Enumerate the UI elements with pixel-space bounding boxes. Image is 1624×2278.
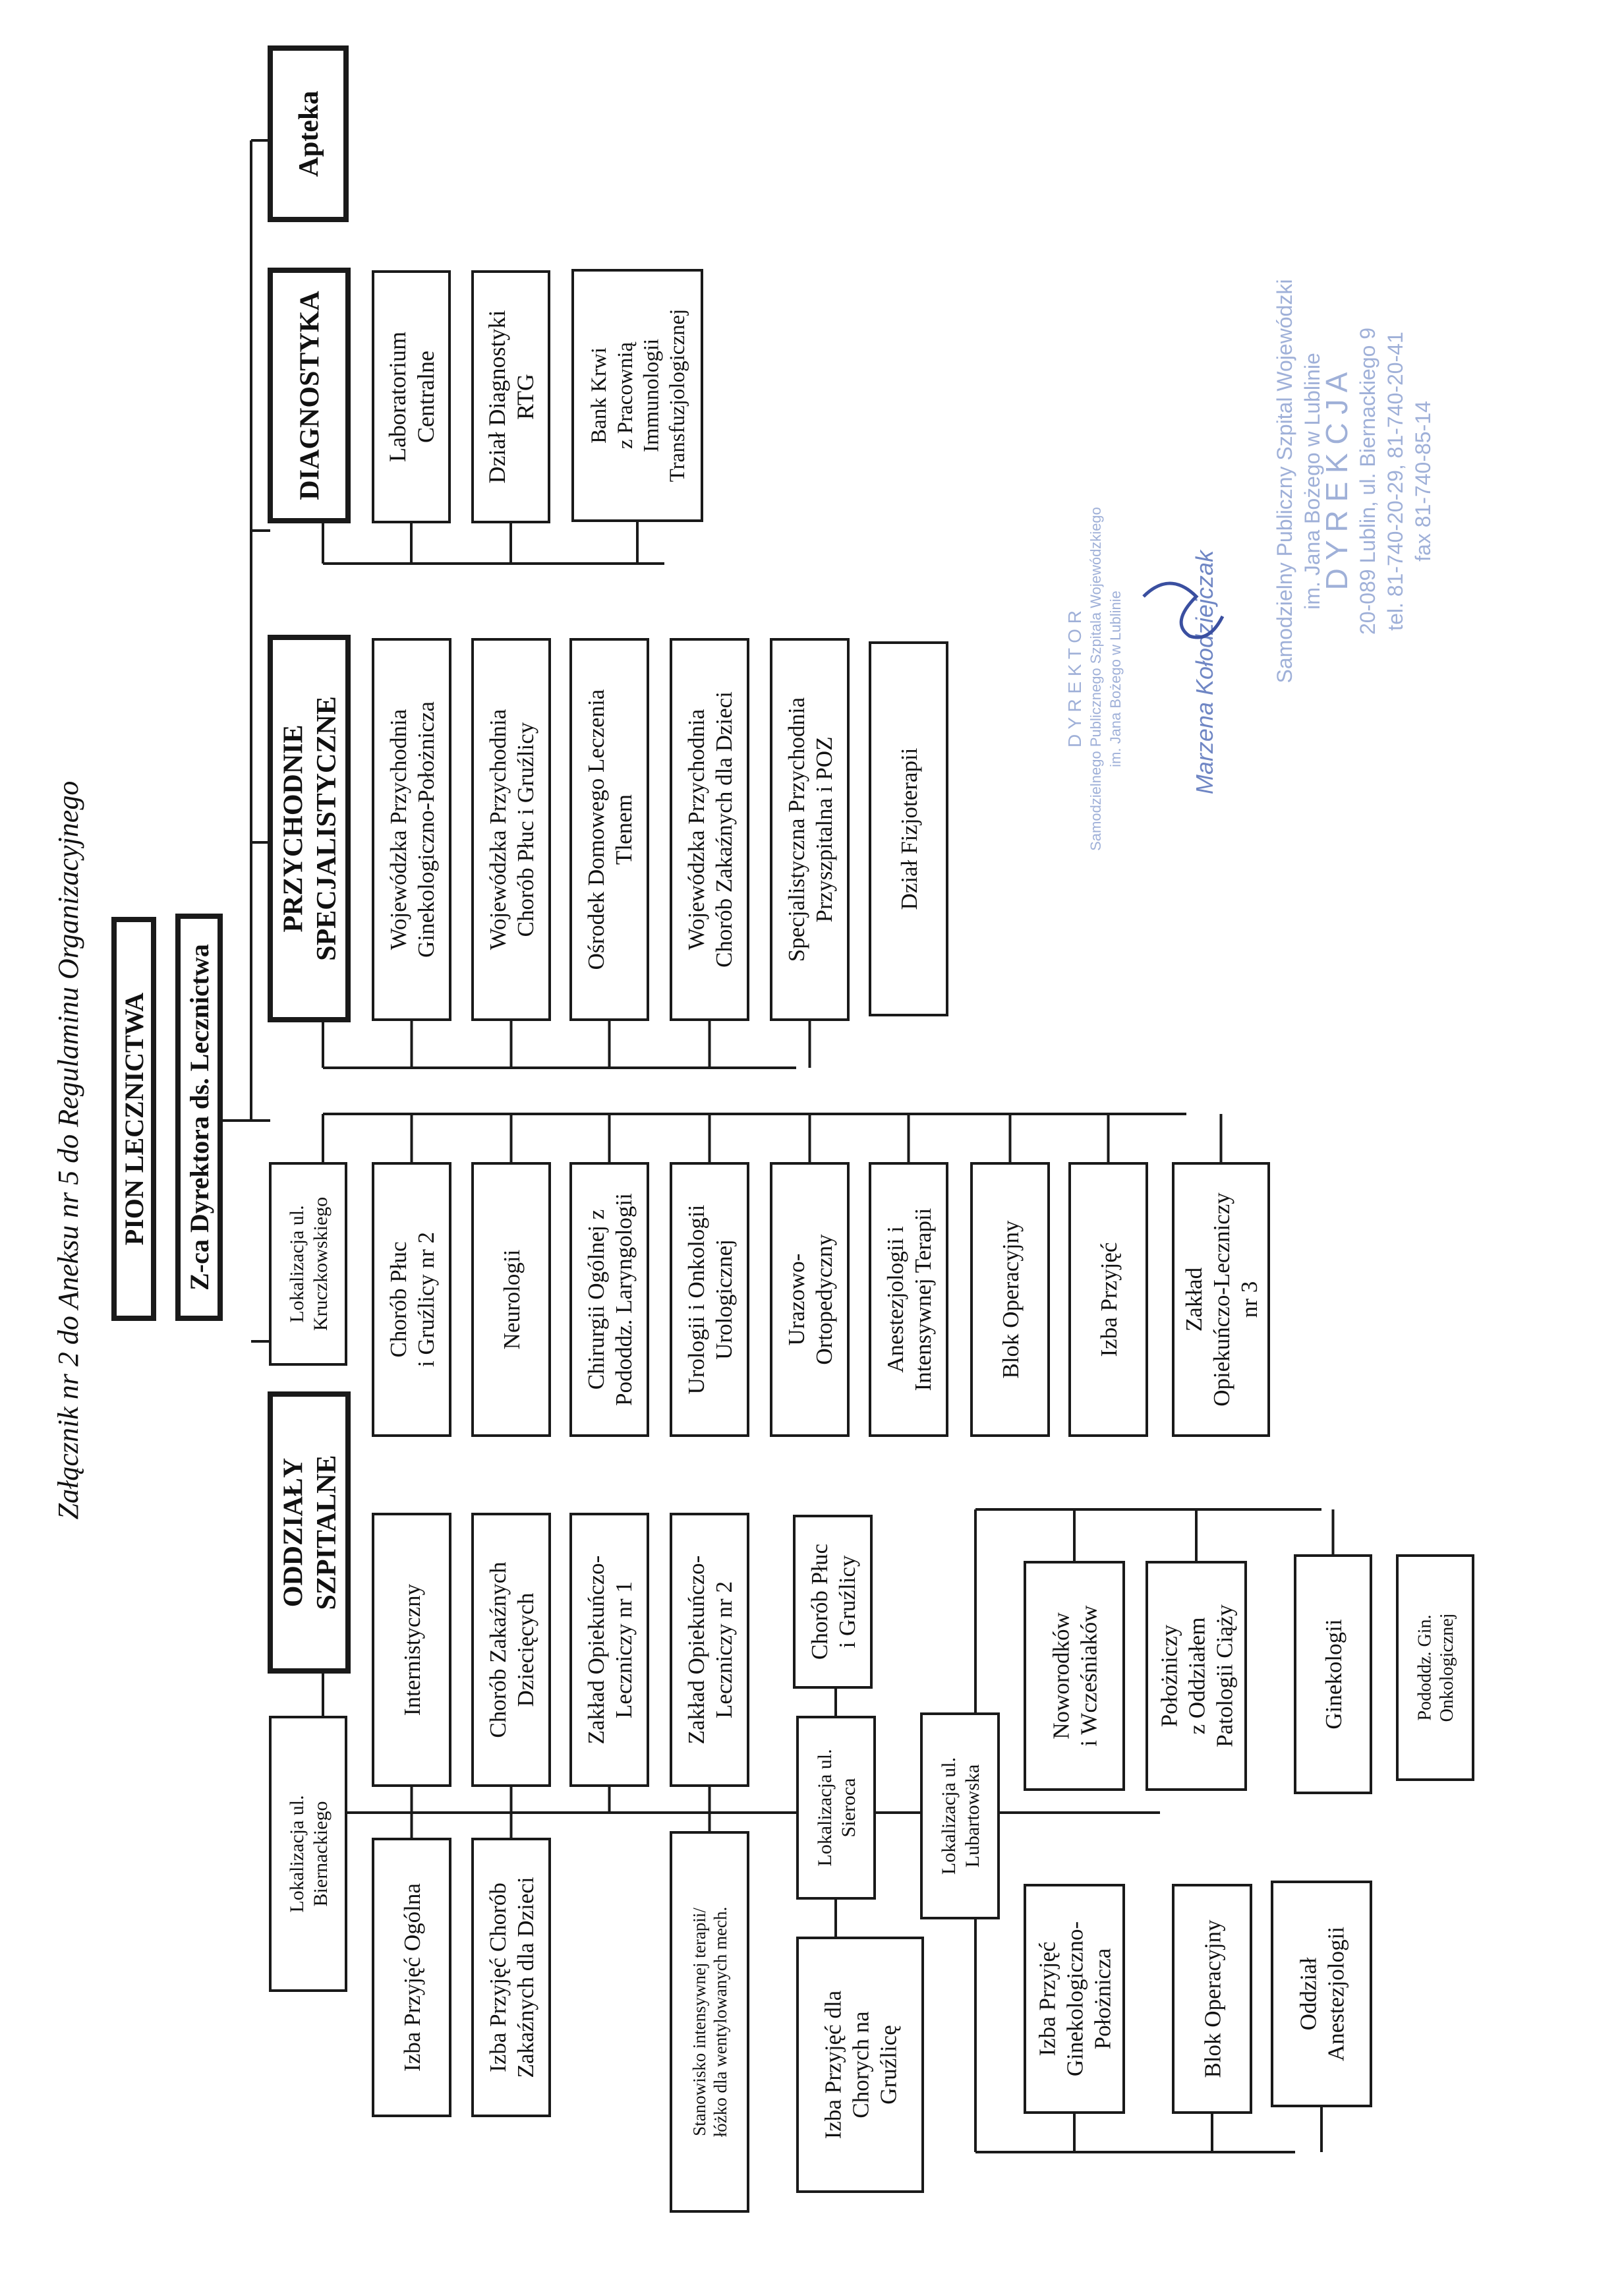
location-kruczkowskiego-label: Kruczkowskiego	[310, 1196, 332, 1331]
ward-sieroca-label: Chorób Płuc	[806, 1544, 832, 1660]
diagnostyka-item	[473, 272, 549, 522]
location-kruczkowskiego	[270, 1163, 346, 1364]
przychodnie-box	[270, 637, 348, 1020]
admission-lubartowska-label: Blok Operacyjny	[1200, 1919, 1226, 2078]
przychodnie-item-label: Dział Fizjoterapii	[896, 747, 922, 910]
admission-lubartowska-label: Anestezjologii	[1323, 1926, 1349, 2062]
admission-biernackiego-label: Stanowisko intensywnej terapii/	[689, 1908, 709, 2136]
chart-boxes	[52, 48, 1473, 2211]
ward-kruczkowskiego-label: Opiekuńczo-Leczniczy	[1208, 1192, 1234, 1407]
location-lubartowska	[921, 1714, 999, 1918]
diagnostyka-box	[270, 270, 348, 521]
przychodnie-item-label: Wojewódzka Przychodnia	[484, 709, 511, 950]
ward-kruczkowskiego-label: Zakład	[1180, 1267, 1207, 1332]
przychodnie-box-label: SPECJALISTYCZNE	[311, 696, 342, 961]
admission-biernackiego	[671, 1832, 748, 2211]
oddzialy-box-label: ODDZIAŁY	[278, 1457, 309, 1608]
subunit-lubartowska-label: Onkologicznej	[1437, 1613, 1458, 1722]
oddzialy-box-label: SZPITALNE	[311, 1455, 342, 1610]
przychodnie-item-label: Specjalistyczna Przychodnia	[783, 697, 809, 962]
ward-kruczkowskiego	[373, 1163, 450, 1436]
admission-lubartowska-label: Izba Przyjęć	[1034, 1941, 1060, 2057]
diagnostyka-item	[373, 272, 450, 522]
admission-lubartowska-label: Ginekologiczno-	[1062, 1921, 1088, 2077]
diagnostyka-box-label: DIAGNOSTYKA	[295, 291, 326, 500]
ward-kruczkowskiego	[870, 1163, 947, 1436]
location-biernackiego-label: Biernackiego	[310, 1801, 332, 1907]
admission-lubartowska	[1173, 1885, 1251, 2113]
admission-sieroca-label: Chorych na	[848, 2011, 874, 2118]
admission-sieroca	[798, 1938, 923, 2192]
stamp-address: fax 81-740-85-14	[1411, 401, 1435, 562]
stamp-name: Marzena Kołodziejczak	[1191, 550, 1218, 795]
ward-kruczkowskiego-label: Urologii i Onkologii	[683, 1204, 709, 1395]
admission-lubartowska	[1025, 1885, 1124, 2113]
ward-lubartowska-frame	[1025, 1562, 1124, 1790]
ward-biernackiego	[671, 1514, 748, 1786]
przychodnie-item	[771, 639, 848, 1020]
ward-biernackiego	[571, 1514, 648, 1786]
location-sieroca-label: Lokalizacja ul.	[814, 1749, 836, 1867]
ward-lubartowska-label: Noworodków	[1048, 1612, 1074, 1739]
ward-lubartowska-label: z Oddziałem	[1184, 1617, 1210, 1735]
przychodnie-item-label: Przyszpitalna i POZ	[811, 736, 837, 923]
ward-kruczkowskiego	[1070, 1163, 1147, 1436]
ward-kruczkowskiego-label: Anestezjologii i	[882, 1226, 908, 1373]
admission-lubartowska-frame	[1272, 1882, 1371, 2106]
ward-biernackiego-label: Internistyczny	[399, 1583, 425, 1716]
przychodnie-item-label: Tlenem	[610, 794, 637, 865]
ward-biernackiego-label: Zakład Opiekuńczo-	[583, 1555, 609, 1745]
admission-biernackiego-label: Zakaźnych dla Dzieci	[512, 1877, 538, 2078]
ward-sieroca	[794, 1516, 871, 1687]
deputy-title	[178, 916, 220, 1318]
ward-kruczkowskiego	[473, 1163, 550, 1436]
location-biernackiego-label: Lokalizacja ul.	[286, 1795, 308, 1913]
diagnostyka-item-label: z Pracownią	[613, 341, 637, 450]
location-lubartowska-label: Lokalizacja ul.	[938, 1757, 960, 1875]
location-biernackiego	[270, 1717, 346, 1991]
ward-kruczkowskiego-label: Intensywnej Terapii	[910, 1208, 936, 1391]
director-stamp	[1064, 279, 1435, 850]
ward-kruczkowskiego-label: Ortopedyczny	[811, 1234, 837, 1365]
stamp-address: im. Jana Bożego w Lublinie	[1300, 353, 1324, 610]
diagnostyka-item-label: Transfuzjologicznej	[665, 308, 689, 482]
ward-biernackiego-label: Leczniczy nr 1	[610, 1581, 637, 1718]
pion-title-label: PION LECZNICTWA	[119, 992, 149, 1246]
admission-lubartowska-label: Położnicza	[1089, 1948, 1116, 2050]
ward-kruczkowskiego	[571, 1163, 648, 1436]
subunit-lubartowska-label: Pododdz. Gin.	[1414, 1614, 1436, 1721]
ward-lubartowska	[1295, 1556, 1371, 1793]
ward-kruczkowskiego	[1173, 1163, 1269, 1436]
admission-sieroca-label: Izba Przyjęć dla	[820, 1990, 846, 2140]
ward-kruczkowskiego-label: Chirurgii Ogólnej z	[583, 1209, 609, 1390]
pion-title	[114, 920, 154, 1318]
ward-kruczkowskiego-label: Blok Operacyjny	[997, 1220, 1024, 1379]
admission-biernackiego	[373, 1839, 450, 2116]
przychodnie-item-label: Ośrodek Domowego Leczenia	[583, 689, 609, 970]
diagnostyka-item-label: RTG	[512, 374, 539, 420]
admission-sieroca-label: Gruźlicę	[875, 2025, 902, 2105]
ward-kruczkowskiego-label: i Gruźlicy nr 2	[413, 1231, 439, 1368]
przychodnie-item	[571, 639, 648, 1020]
admission-biernackiego-label: Izba Przyjęć Chorób	[484, 1883, 511, 2072]
przychodnie-item	[870, 643, 947, 1015]
ward-kruczkowskiego-label: Urazowo-	[783, 1253, 809, 1346]
apteka-box	[270, 48, 346, 219]
ward-kruczkowskiego	[771, 1163, 848, 1436]
deputy-title-label: Z-ca Dyrektora ds. Lecznictwa	[185, 944, 214, 1291]
przychodnie-item-label: Wojewódzka Przychodnia	[385, 709, 411, 950]
stamp-address: tel. 81-740-20-29, 81-740-20-41	[1383, 332, 1407, 631]
stamp-address: 20-089 Lublin, ul. Biernackiego 9	[1356, 327, 1379, 635]
subunit-lubartowska-frame	[1397, 1556, 1473, 1780]
location-sieroca-frame	[798, 1717, 875, 1898]
admission-biernackiego-frame	[671, 1832, 748, 2211]
stamp-text: Samodzielnego Publicznego Szpitala Wojewódzkiego	[1088, 507, 1104, 851]
ward-lubartowska-label: Ginekologii	[1320, 1619, 1347, 1730]
ward-sieroca-label: i Gruźlicy	[834, 1555, 860, 1649]
apteka-box-label: Apteka	[294, 90, 325, 177]
diagnostyka-item-label: Dział Diagnostyki	[484, 310, 510, 484]
ward-biernackiego-label: Chorób Zakaźnych	[484, 1562, 511, 1738]
ward-lubartowska	[1147, 1562, 1246, 1790]
oddzialy-box	[270, 1394, 348, 1671]
admission-biernackiego-label: Izba Przyjęć Ogólna	[399, 1883, 425, 2072]
ward-kruczkowskiego-label: nr 3	[1236, 1281, 1262, 1318]
ward-kruczkowskiego-label: Chorób Płuc	[385, 1241, 411, 1358]
admission-lubartowska	[1272, 1882, 1371, 2106]
ward-kruczkowskiego	[972, 1163, 1049, 1436]
ward-biernackiego-label: Leczniczy nr 2	[710, 1581, 737, 1718]
diagnostyka-item-label: Laboratorium	[384, 332, 411, 462]
przychodnie-item	[473, 639, 550, 1020]
ward-kruczkowskiego	[671, 1163, 748, 1436]
diagnostyka-item	[573, 270, 702, 521]
location-kruczkowskiego-label: Lokalizacja ul.	[286, 1205, 308, 1323]
przychodnie-item-label: Chorób Zakaźnych dla Dzieci	[710, 691, 737, 968]
location-lubartowska-label: Lubartowska	[962, 1764, 983, 1868]
stamp-text: D Y R E K T O R	[1064, 610, 1085, 748]
subunit-lubartowska	[1397, 1556, 1473, 1780]
ward-biernackiego-label: Zakład Opiekuńczo-	[683, 1555, 709, 1745]
annex-note: Załącznik nr 2 do Aneksu nr 5 do Regulaminu Organizacyjnego	[52, 780, 84, 1520]
przychodnie-item-label: Chorób Płuc i Gruźlicy	[512, 722, 538, 937]
ward-lubartowska-label: Położniczy	[1156, 1624, 1182, 1728]
ward-biernackiego	[373, 1514, 450, 1786]
przychodnie-box-label: PRZYCHODNIE	[278, 724, 309, 933]
location-biernackiego-frame	[270, 1717, 346, 1991]
przychodnie-item-label: Ginekologiczno-Położnicza	[413, 701, 439, 958]
diagnostyka-item-label: Immunologii	[639, 338, 664, 453]
location-lubartowska-frame	[921, 1714, 999, 1918]
ward-biernackiego	[473, 1514, 550, 1786]
ward-lubartowska	[1025, 1562, 1124, 1790]
ward-kruczkowskiego-label: Pododdz. Laryngologii	[610, 1193, 637, 1406]
ward-kruczkowskiego-label: Izba Przyjęć	[1095, 1242, 1122, 1357]
stamp-address: D Y R E K C J A	[1320, 372, 1354, 591]
admission-lubartowska-label: Oddział	[1295, 1957, 1321, 2031]
ward-kruczkowskiego-label: Urologicznej	[710, 1239, 737, 1360]
ward-biernackiego-label: Dziecięcych	[512, 1592, 538, 1707]
stamp-text: im. Jana Bożego w Lublinie	[1107, 591, 1124, 767]
location-sieroca-label: Sieroca	[838, 1778, 859, 1838]
diagnostyka-item-label: Centralne	[413, 351, 440, 443]
admission-biernackiego	[473, 1839, 550, 2116]
ward-kruczkowskiego-label: Neurologii	[498, 1249, 525, 1350]
przychodnie-item-label: Wojewódzka Przychodnia	[683, 709, 709, 950]
diagnostyka-item-label: Bank Krwi	[587, 347, 612, 444]
ward-lubartowska-label: i Wcześniaków	[1076, 1605, 1102, 1747]
location-kruczkowskiego-frame	[270, 1163, 346, 1364]
przychodnie-item	[671, 639, 748, 1020]
admission-biernackiego-label: łóżko dla wentylowanych mech.	[710, 1906, 731, 2138]
location-sieroca	[798, 1717, 875, 1898]
ward-lubartowska-label: Patologii Ciąży	[1211, 1604, 1238, 1747]
przychodnie-item	[373, 639, 450, 1020]
stamp-address: Samodzielny Publiczny Szpital Wojewódzki	[1273, 279, 1296, 684]
